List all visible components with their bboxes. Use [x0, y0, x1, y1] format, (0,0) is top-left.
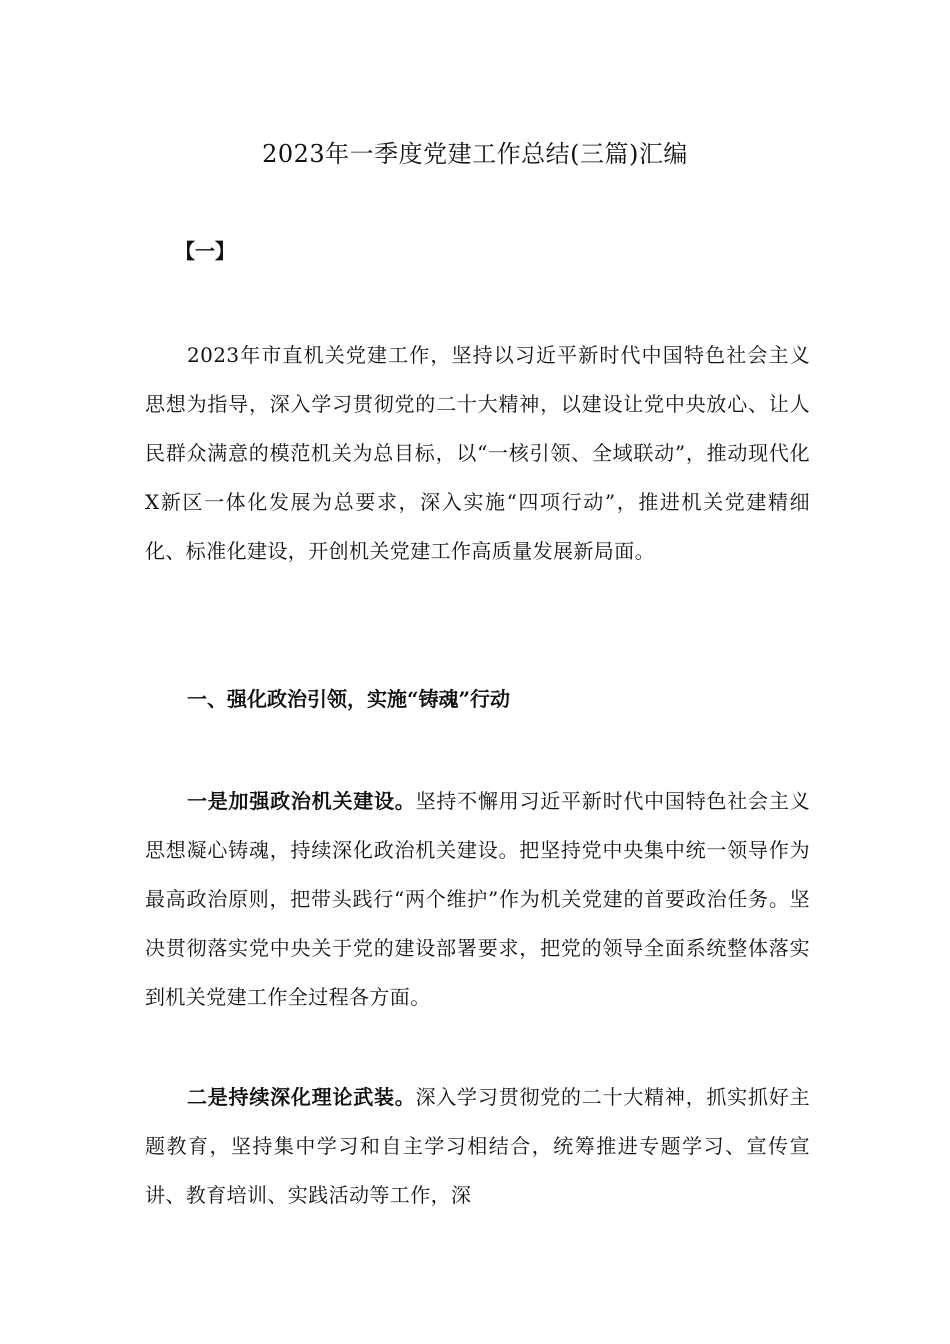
section-mark: 【一】 — [175, 239, 235, 263]
item-2-lead: 二是持续深化理论武装。 — [187, 1085, 416, 1109]
section-heading-1: 一、强化政治引领，实施“铸魂”行动 — [187, 687, 511, 711]
item-1-body: 坚持不懈用习近平新时代中国特色社会主义思想凝心铸魂，持续深化政治机关建设。把坚持党中央集中统一领导作为最高政治原则，把带头践行“两个维护”作为机关党建的首要政治任务。坚决贯彻落实党中央关于党的建设部署要求，把党的领导全面系统整体落实到机关党建工作全过程各方面。 — [145, 789, 810, 1009]
item-1-paragraph — [145, 777, 810, 1022]
intro-paragraph: 2023年市直机关党建工作，坚持以习近平新时代中国特色社会主义思想为指导，深入学习贯彻党的二十大精神，以建设让党中央放心、让人民群众满意的模范机关为总目标，以“一核引领、全域联动”，推动现代化X新区一体化发展为总要求，深入实施“四项行动”，推进机关党建精细化、标准化建设，开创机关党建工作高质量发展新局面。 — [145, 343, 810, 563]
item-2-paragraph — [145, 1073, 810, 1220]
item-1-lead: 一是加强政治机关建设。 — [187, 789, 416, 813]
document-title: 2023年一季度党建工作总结(三篇)汇编 — [262, 140, 688, 168]
item-2-body: 深入学习贯彻党的二十大精神，抓实抓好主题教育，坚持集中学习和自主学习相结合，统筹推进专题学习、宣传宣讲、教育培训、实践活动等工作，深 — [145, 1085, 810, 1207]
